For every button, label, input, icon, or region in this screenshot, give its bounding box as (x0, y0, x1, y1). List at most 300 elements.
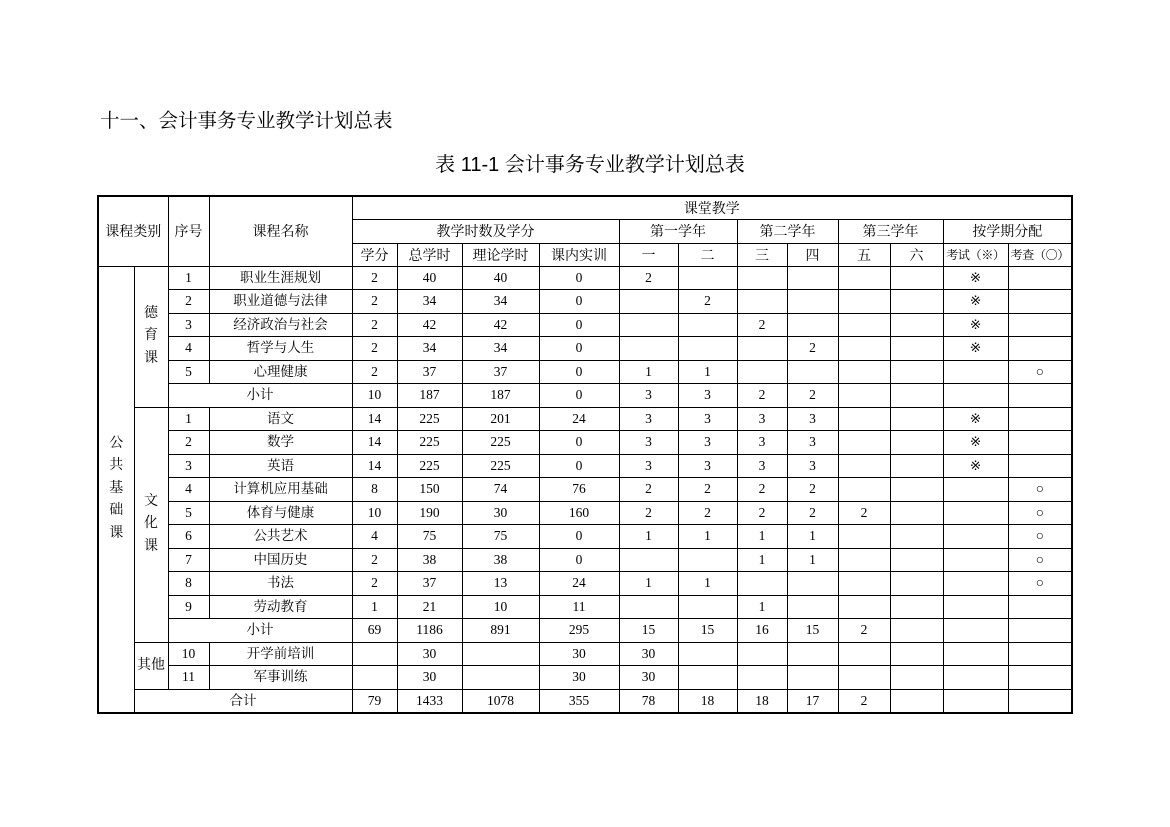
cell-semester-6 (890, 666, 943, 690)
table-row (98, 666, 1072, 690)
cell-practice-hours: 160 (539, 501, 619, 525)
cell-semester-6 (890, 290, 943, 314)
row-no: 11 (168, 666, 209, 690)
cell-credits (352, 642, 397, 666)
cell-exam-mark: ※ (943, 454, 1008, 478)
header-exam-mark: 考试（※） (943, 243, 1008, 266)
cell-check-mark (1008, 666, 1072, 690)
cell-semester-3: 1 (737, 525, 787, 549)
cell-check-mark: ○ (1008, 478, 1072, 502)
cell-exam-mark (943, 666, 1008, 690)
cell-check-mark (1008, 337, 1072, 361)
cell-semester-5 (838, 337, 890, 361)
cell-practice-hours: 0 (539, 525, 619, 549)
cell-credits: 14 (352, 431, 397, 455)
cell-semester-3 (737, 337, 787, 361)
cell-credits (352, 666, 397, 690)
table-row (98, 337, 1072, 361)
group-cell (134, 407, 168, 642)
cell-semester-5 (838, 290, 890, 314)
cell-semester-1: 78 (619, 689, 678, 713)
cell-exam-mark: ※ (943, 313, 1008, 337)
cell-practice-hours: 76 (539, 478, 619, 502)
course-name: 数学 (209, 431, 352, 455)
teaching-plan-table (97, 195, 1073, 714)
cell-semester-1: 2 (619, 501, 678, 525)
cell-exam-mark: ※ (943, 337, 1008, 361)
cell-exam-mark: ※ (943, 266, 1008, 290)
cell-practice-hours: 0 (539, 548, 619, 572)
cell-practice-hours: 355 (539, 689, 619, 713)
category-label: 公共基础课 (109, 435, 124, 541)
cell-total-hours: 225 (397, 431, 462, 455)
header-hours-credits: 教学时数及学分 (352, 219, 619, 243)
cell-practice-hours: 11 (539, 595, 619, 619)
cell-credits: 2 (352, 548, 397, 572)
cell-check-mark (1008, 454, 1072, 478)
cell-semester-1: 30 (619, 666, 678, 690)
cell-semester-1: 3 (619, 454, 678, 478)
total-row (98, 689, 1072, 713)
course-name: 军事训练 (209, 666, 352, 690)
cell-semester-3: 3 (737, 407, 787, 431)
cell-semester-3: 3 (737, 454, 787, 478)
cell-semester-2: 18 (678, 689, 737, 713)
course-name: 公共艺术 (209, 525, 352, 549)
cell-theory-hours: 75 (462, 525, 539, 549)
course-name: 职业生涯规划 (209, 266, 352, 290)
cell-total-hours: 1186 (397, 619, 462, 643)
cell-theory-hours: 40 (462, 266, 539, 290)
cell-exam-mark (943, 595, 1008, 619)
cell-semester-1 (619, 595, 678, 619)
cell-exam-mark: ※ (943, 290, 1008, 314)
cell-exam-mark (943, 360, 1008, 384)
cell-total-hours: 1433 (397, 689, 462, 713)
table-header (98, 196, 1072, 266)
course-name: 劳动教育 (209, 595, 352, 619)
cell-semester-4 (787, 290, 838, 314)
cell-exam-mark: ※ (943, 407, 1008, 431)
cell-semester-3 (737, 666, 787, 690)
cell-semester-4 (787, 360, 838, 384)
cell-semester-6 (890, 572, 943, 596)
group-label: 其他 (137, 658, 165, 673)
table-row (98, 525, 1072, 549)
cell-semester-6 (890, 548, 943, 572)
cell-credits: 2 (352, 266, 397, 290)
cell-exam-mark (943, 572, 1008, 596)
cell-semester-6 (890, 689, 943, 713)
cell-semester-1: 15 (619, 619, 678, 643)
cell-theory-hours: 225 (462, 454, 539, 478)
cell-check-mark (1008, 266, 1072, 290)
group-cell (134, 266, 168, 407)
cell-practice-hours: 0 (539, 290, 619, 314)
cell-exam-mark (943, 642, 1008, 666)
cell-semester-4: 2 (787, 384, 838, 408)
group-label: 文化课 (144, 493, 158, 554)
cell-semester-4: 15 (787, 619, 838, 643)
cell-semester-3: 18 (737, 689, 787, 713)
subtotal-label: 小计 (168, 619, 352, 643)
cell-theory-hours: 34 (462, 337, 539, 361)
cell-semester-4: 3 (787, 431, 838, 455)
row-no: 5 (168, 501, 209, 525)
row-no: 1 (168, 407, 209, 431)
course-name: 开学前培训 (209, 642, 352, 666)
cell-semester-5 (838, 313, 890, 337)
cell-semester-1: 1 (619, 360, 678, 384)
header-semester-2: 二 (678, 243, 737, 266)
cell-semester-5 (838, 266, 890, 290)
cell-practice-hours: 295 (539, 619, 619, 643)
cell-semester-4: 3 (787, 407, 838, 431)
cell-semester-2 (678, 548, 737, 572)
cell-semester-6 (890, 595, 943, 619)
row-no: 6 (168, 525, 209, 549)
cell-practice-hours: 0 (539, 266, 619, 290)
header-assessment-by-term: 按学期分配 (943, 219, 1072, 243)
cell-theory-hours (462, 642, 539, 666)
table-title: 表 11-1 会计事务专业教学计划总表 (435, 154, 745, 176)
cell-theory-hours: 74 (462, 478, 539, 502)
cell-semester-5 (838, 360, 890, 384)
cell-theory-hours: 38 (462, 548, 539, 572)
table-row (98, 431, 1072, 455)
cell-semester-2 (678, 666, 737, 690)
cell-credits: 14 (352, 407, 397, 431)
subtotal-row (98, 619, 1072, 643)
cell-semester-5 (838, 407, 890, 431)
cell-semester-2: 3 (678, 454, 737, 478)
cell-theory-hours: 201 (462, 407, 539, 431)
header-theory-hours: 理论学时 (462, 243, 539, 266)
cell-credits: 14 (352, 454, 397, 478)
cell-semester-4: 1 (787, 548, 838, 572)
cell-semester-5 (838, 525, 890, 549)
table-row (98, 478, 1072, 502)
header-practice-hours: 课内实训 (539, 243, 619, 266)
cell-semester-3: 3 (737, 431, 787, 455)
cell-semester-5 (838, 666, 890, 690)
cell-credits: 10 (352, 384, 397, 408)
cell-semester-2: 1 (678, 525, 737, 549)
cell-semester-5: 2 (838, 619, 890, 643)
cell-semester-3: 1 (737, 548, 787, 572)
header-credits: 学分 (352, 243, 397, 266)
category-cell (98, 266, 134, 713)
row-no: 3 (168, 454, 209, 478)
cell-exam-mark (943, 478, 1008, 502)
cell-semester-4: 2 (787, 501, 838, 525)
section-heading: 十一、会计事务专业教学计划总表 (100, 110, 393, 132)
cell-semester-2: 3 (678, 431, 737, 455)
subtotal-row (98, 384, 1072, 408)
cell-semester-4: 1 (787, 525, 838, 549)
cell-total-hours: 187 (397, 384, 462, 408)
cell-exam-mark (943, 501, 1008, 525)
cell-semester-4 (787, 313, 838, 337)
row-no: 1 (168, 266, 209, 290)
cell-practice-hours: 0 (539, 337, 619, 361)
cell-practice-hours: 0 (539, 384, 619, 408)
cell-theory-hours: 37 (462, 360, 539, 384)
course-name: 英语 (209, 454, 352, 478)
cell-exam-mark: ※ (943, 431, 1008, 455)
cell-total-hours: 225 (397, 407, 462, 431)
header-semester-4: 四 (787, 243, 838, 266)
cell-semester-3: 2 (737, 501, 787, 525)
cell-total-hours: 30 (397, 642, 462, 666)
cell-exam-mark (943, 525, 1008, 549)
cell-total-hours: 225 (397, 454, 462, 478)
cell-total-hours: 34 (397, 337, 462, 361)
cell-semester-1 (619, 337, 678, 361)
row-no: 2 (168, 431, 209, 455)
cell-semester-4: 3 (787, 454, 838, 478)
cell-credits: 79 (352, 689, 397, 713)
cell-check-mark: ○ (1008, 525, 1072, 549)
cell-exam-mark (943, 689, 1008, 713)
subtotal-label: 小计 (168, 384, 352, 408)
cell-theory-hours: 1078 (462, 689, 539, 713)
cell-check-mark (1008, 595, 1072, 619)
cell-semester-3: 2 (737, 384, 787, 408)
cell-semester-2: 15 (678, 619, 737, 643)
cell-semester-1 (619, 290, 678, 314)
cell-credits: 2 (352, 290, 397, 314)
cell-semester-6 (890, 337, 943, 361)
cell-semester-2: 2 (678, 290, 737, 314)
header-row-1 (98, 196, 1072, 219)
table-row (98, 642, 1072, 666)
cell-practice-hours: 24 (539, 572, 619, 596)
cell-theory-hours: 30 (462, 501, 539, 525)
cell-theory-hours: 225 (462, 431, 539, 455)
row-no: 3 (168, 313, 209, 337)
cell-semester-3: 2 (737, 313, 787, 337)
course-name: 中国历史 (209, 548, 352, 572)
cell-semester-4: 2 (787, 478, 838, 502)
cell-credits: 2 (352, 360, 397, 384)
cell-semester-3: 1 (737, 595, 787, 619)
cell-semester-5 (838, 478, 890, 502)
cell-credits: 4 (352, 525, 397, 549)
cell-semester-4 (787, 666, 838, 690)
cell-theory-hours: 891 (462, 619, 539, 643)
cell-check-mark (1008, 384, 1072, 408)
cell-semester-6 (890, 313, 943, 337)
cell-semester-3: 2 (737, 478, 787, 502)
cell-semester-1 (619, 548, 678, 572)
cell-credits: 8 (352, 478, 397, 502)
cell-check-mark: ○ (1008, 501, 1072, 525)
cell-semester-1: 3 (619, 384, 678, 408)
cell-theory-hours: 13 (462, 572, 539, 596)
row-no: 10 (168, 642, 209, 666)
table-row (98, 501, 1072, 525)
cell-exam-mark (943, 548, 1008, 572)
cell-semester-5 (838, 454, 890, 478)
cell-total-hours: 30 (397, 666, 462, 690)
cell-total-hours: 42 (397, 313, 462, 337)
cell-credits: 2 (352, 313, 397, 337)
cell-semester-5 (838, 548, 890, 572)
header-semester-6: 六 (890, 243, 943, 266)
header-semester-3: 三 (737, 243, 787, 266)
header-check-mark: 考查（〇） (1008, 243, 1072, 266)
cell-total-hours: 37 (397, 360, 462, 384)
table-row (98, 595, 1072, 619)
cell-semester-1 (619, 313, 678, 337)
cell-semester-5 (838, 384, 890, 408)
cell-semester-1: 2 (619, 266, 678, 290)
cell-semester-6 (890, 431, 943, 455)
cell-check-mark (1008, 431, 1072, 455)
cell-practice-hours: 0 (539, 431, 619, 455)
cell-semester-2: 2 (678, 478, 737, 502)
cell-total-hours: 38 (397, 548, 462, 572)
cell-total-hours: 37 (397, 572, 462, 596)
table-row (98, 290, 1072, 314)
cell-total-hours: 190 (397, 501, 462, 525)
table-row (98, 572, 1072, 596)
cell-semester-5 (838, 642, 890, 666)
course-name: 语文 (209, 407, 352, 431)
cell-practice-hours: 30 (539, 642, 619, 666)
cell-semester-2 (678, 337, 737, 361)
header-total-hours: 总学时 (397, 243, 462, 266)
course-name: 心理健康 (209, 360, 352, 384)
cell-check-mark: ○ (1008, 572, 1072, 596)
cell-semester-3: 16 (737, 619, 787, 643)
cell-credits: 10 (352, 501, 397, 525)
header-year-3: 第三学年 (838, 219, 943, 243)
header-course-name: 课程名称 (209, 196, 352, 266)
cell-semester-4 (787, 642, 838, 666)
course-name: 体育与健康 (209, 501, 352, 525)
cell-check-mark: ○ (1008, 548, 1072, 572)
row-no: 7 (168, 548, 209, 572)
cell-practice-hours: 0 (539, 313, 619, 337)
cell-semester-6 (890, 642, 943, 666)
course-name: 职业道德与法律 (209, 290, 352, 314)
cell-semester-3 (737, 360, 787, 384)
cell-semester-1: 2 (619, 478, 678, 502)
cell-semester-2 (678, 642, 737, 666)
cell-theory-hours: 42 (462, 313, 539, 337)
cell-semester-5 (838, 595, 890, 619)
cell-semester-6 (890, 407, 943, 431)
cell-credits: 2 (352, 572, 397, 596)
cell-check-mark (1008, 642, 1072, 666)
cell-semester-2 (678, 266, 737, 290)
header-no: 序号 (168, 196, 209, 266)
table-row (98, 360, 1072, 384)
cell-theory-hours: 187 (462, 384, 539, 408)
group-cell (134, 642, 168, 689)
header-classroom-teaching: 课堂教学 (352, 196, 1072, 219)
cell-semester-6 (890, 619, 943, 643)
cell-total-hours: 150 (397, 478, 462, 502)
row-no: 5 (168, 360, 209, 384)
cell-practice-hours: 30 (539, 666, 619, 690)
cell-semester-4 (787, 266, 838, 290)
table-row (98, 407, 1072, 431)
header-semester-5: 五 (838, 243, 890, 266)
row-no: 8 (168, 572, 209, 596)
cell-total-hours: 34 (397, 290, 462, 314)
cell-total-hours: 40 (397, 266, 462, 290)
course-name: 经济政治与社会 (209, 313, 352, 337)
cell-check-mark (1008, 407, 1072, 431)
cell-semester-2 (678, 313, 737, 337)
cell-credits: 69 (352, 619, 397, 643)
cell-semester-6 (890, 525, 943, 549)
cell-semester-4: 2 (787, 337, 838, 361)
group-label: 德育课 (144, 305, 158, 366)
cell-check-mark (1008, 290, 1072, 314)
row-no: 4 (168, 337, 209, 361)
cell-semester-4 (787, 572, 838, 596)
table-row (98, 454, 1072, 478)
cell-semester-2: 3 (678, 384, 737, 408)
cell-total-hours: 21 (397, 595, 462, 619)
cell-check-mark: ○ (1008, 360, 1072, 384)
cell-semester-6 (890, 478, 943, 502)
total-label: 合计 (134, 689, 352, 713)
cell-semester-6 (890, 454, 943, 478)
cell-check-mark (1008, 619, 1072, 643)
cell-theory-hours: 10 (462, 595, 539, 619)
cell-semester-4: 17 (787, 689, 838, 713)
table-row (98, 548, 1072, 572)
cell-practice-hours: 0 (539, 360, 619, 384)
cell-semester-3 (737, 572, 787, 596)
course-name: 书法 (209, 572, 352, 596)
cell-total-hours: 75 (397, 525, 462, 549)
row-no: 4 (168, 478, 209, 502)
cell-semester-1: 3 (619, 407, 678, 431)
cell-check-mark (1008, 689, 1072, 713)
cell-semester-2: 1 (678, 572, 737, 596)
cell-semester-2: 3 (678, 407, 737, 431)
cell-semester-6 (890, 266, 943, 290)
table-body (98, 266, 1072, 713)
cell-semester-2: 1 (678, 360, 737, 384)
cell-semester-3 (737, 642, 787, 666)
cell-credits: 1 (352, 595, 397, 619)
cell-semester-3 (737, 290, 787, 314)
cell-semester-1: 3 (619, 431, 678, 455)
table-row (98, 266, 1072, 290)
cell-theory-hours (462, 666, 539, 690)
cell-practice-hours: 24 (539, 407, 619, 431)
cell-semester-2: 2 (678, 501, 737, 525)
cell-semester-1: 1 (619, 572, 678, 596)
cell-credits: 2 (352, 337, 397, 361)
cell-semester-1: 1 (619, 525, 678, 549)
header-semester-1: 一 (619, 243, 678, 266)
header-year-1: 第一学年 (619, 219, 737, 243)
course-name: 计算机应用基础 (209, 478, 352, 502)
cell-exam-mark (943, 619, 1008, 643)
cell-exam-mark (943, 384, 1008, 408)
row-no: 2 (168, 290, 209, 314)
header-year-2: 第二学年 (737, 219, 838, 243)
cell-semester-5: 2 (838, 501, 890, 525)
